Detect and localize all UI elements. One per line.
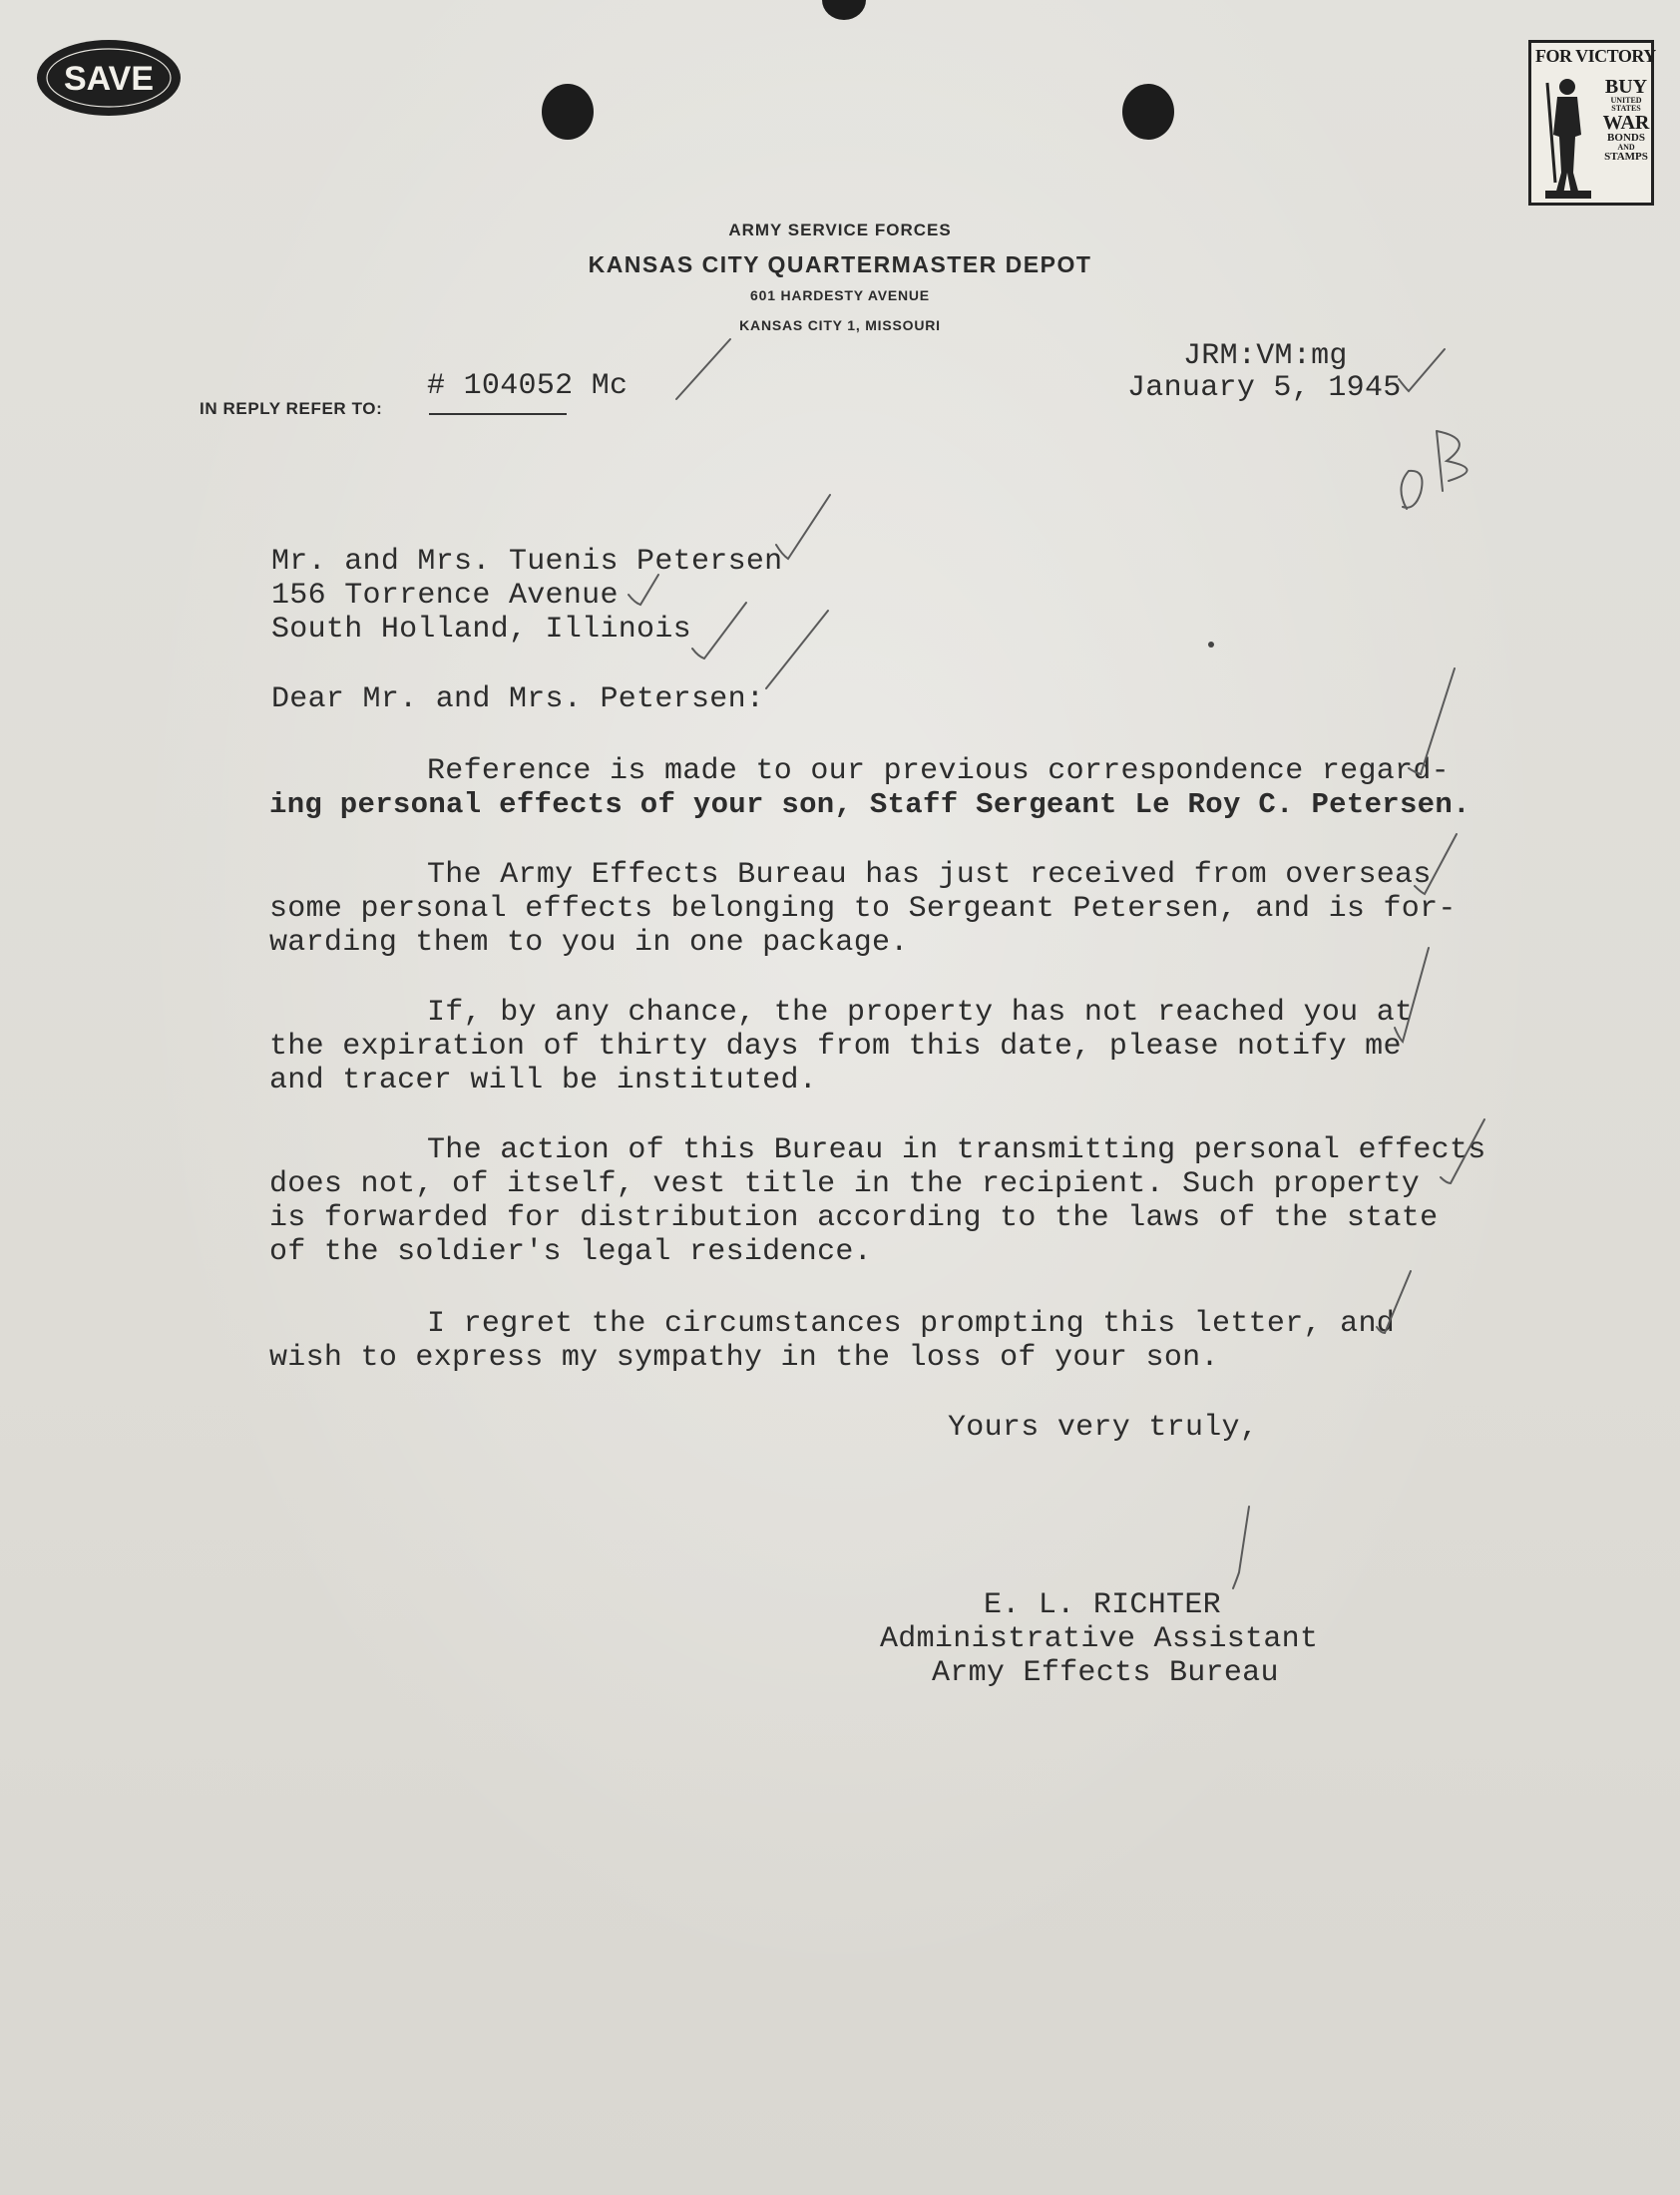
stamp-top-text: FOR VICTORY bbox=[1535, 46, 1656, 66]
salutation: Dear Mr. and Mrs. Petersen: bbox=[271, 682, 765, 716]
stamp-war: WAR bbox=[1602, 112, 1650, 134]
reference-number: # 104052 Mc bbox=[427, 369, 629, 403]
para-2-line-1: The Army Effects Bureau has just received from overseas bbox=[427, 858, 1432, 892]
para-2-line-3: warding them to you in one package. bbox=[269, 926, 909, 960]
para-4-line-2: does not, of itself, vest title in the recipient. Such property bbox=[269, 1167, 1421, 1201]
para-1-line-2: ing personal effects of your son, Staff Sergeant Le Roy C. Petersen. bbox=[269, 788, 1470, 821]
letterhead-line-4: KANSAS CITY 1, MISSOURI bbox=[739, 317, 941, 333]
check-mark-date bbox=[1399, 349, 1445, 391]
check-mark-para-4 bbox=[1441, 1119, 1484, 1183]
para-2-line-2: some personal effects belonging to Sergeant Petersen, and is for- bbox=[269, 892, 1457, 926]
signer-name: E. L. RICHTER bbox=[984, 1588, 1221, 1622]
recipient-name: Mr. and Mrs. Tuenis Petersen bbox=[271, 545, 783, 579]
para-1-line-1: Reference is made to our previous correspondence regard- bbox=[427, 754, 1450, 788]
letter-date: January 5, 1945 bbox=[1127, 371, 1402, 405]
save-logo-text: SAVE bbox=[63, 60, 155, 98]
reference-initials: JRM:VM:mg bbox=[1183, 339, 1348, 373]
check-mark-para-1 bbox=[1409, 668, 1455, 774]
stamp-stamps: STAMPS bbox=[1604, 151, 1648, 163]
para-4-line-1: The action of this Bureau in transmitting personal effects bbox=[427, 1133, 1486, 1167]
initials-mark bbox=[1401, 431, 1467, 509]
para-4-line-4: of the soldier's legal residence. bbox=[269, 1235, 872, 1269]
reply-refer-label: IN REPLY REFER TO: bbox=[200, 399, 383, 418]
letterhead-line-2: KANSAS CITY QUARTERMASTER DEPOT bbox=[588, 251, 1092, 277]
check-mark-signature bbox=[1233, 1507, 1249, 1588]
para-5-line-2: wish to express my sympathy in the loss of your son. bbox=[269, 1341, 1219, 1375]
slash-mark-salutation bbox=[766, 611, 828, 688]
check-mark-para-3 bbox=[1395, 948, 1429, 1042]
stamp-united: UNITED bbox=[1610, 96, 1642, 105]
stamp-and: AND bbox=[1617, 143, 1635, 152]
check-mark-name bbox=[776, 495, 830, 559]
letterhead-line-1: ARMY SERVICE FORCES bbox=[728, 220, 952, 239]
recipient-city: South Holland, Illinois bbox=[271, 613, 691, 647]
stamp-bonds: BONDS bbox=[1607, 132, 1645, 144]
para-3-line-1: If, by any chance, the property has not reached you at bbox=[427, 996, 1414, 1030]
letterhead-line-3: 601 HARDESTY AVENUE bbox=[750, 287, 930, 303]
check-mark-city bbox=[692, 603, 746, 658]
stamp-states: STATES bbox=[1611, 104, 1641, 113]
signer-office: Army Effects Bureau bbox=[932, 1656, 1279, 1690]
para-5-line-1: I regret the circumstances prompting this letter, and bbox=[427, 1307, 1396, 1341]
para-4-line-3: is forwarded for distribution according to the laws of the state bbox=[269, 1201, 1439, 1235]
signer-title: Administrative Assistant bbox=[880, 1622, 1319, 1656]
para-3-line-2: the expiration of thirty days from this date, please notify me bbox=[269, 1030, 1402, 1064]
check-mark-street bbox=[629, 575, 658, 605]
recipient-street: 156 Torrence Avenue bbox=[271, 579, 619, 613]
closing: Yours very truly, bbox=[948, 1411, 1259, 1445]
check-mark-para-2 bbox=[1415, 834, 1457, 894]
check-mark-para-5 bbox=[1377, 1271, 1411, 1333]
para-3-line-3: and tracer will be instituted. bbox=[269, 1064, 818, 1098]
stamp-buy: BUY bbox=[1604, 76, 1648, 98]
ink-dot bbox=[1208, 642, 1214, 648]
slash-mark-reference bbox=[676, 339, 730, 399]
